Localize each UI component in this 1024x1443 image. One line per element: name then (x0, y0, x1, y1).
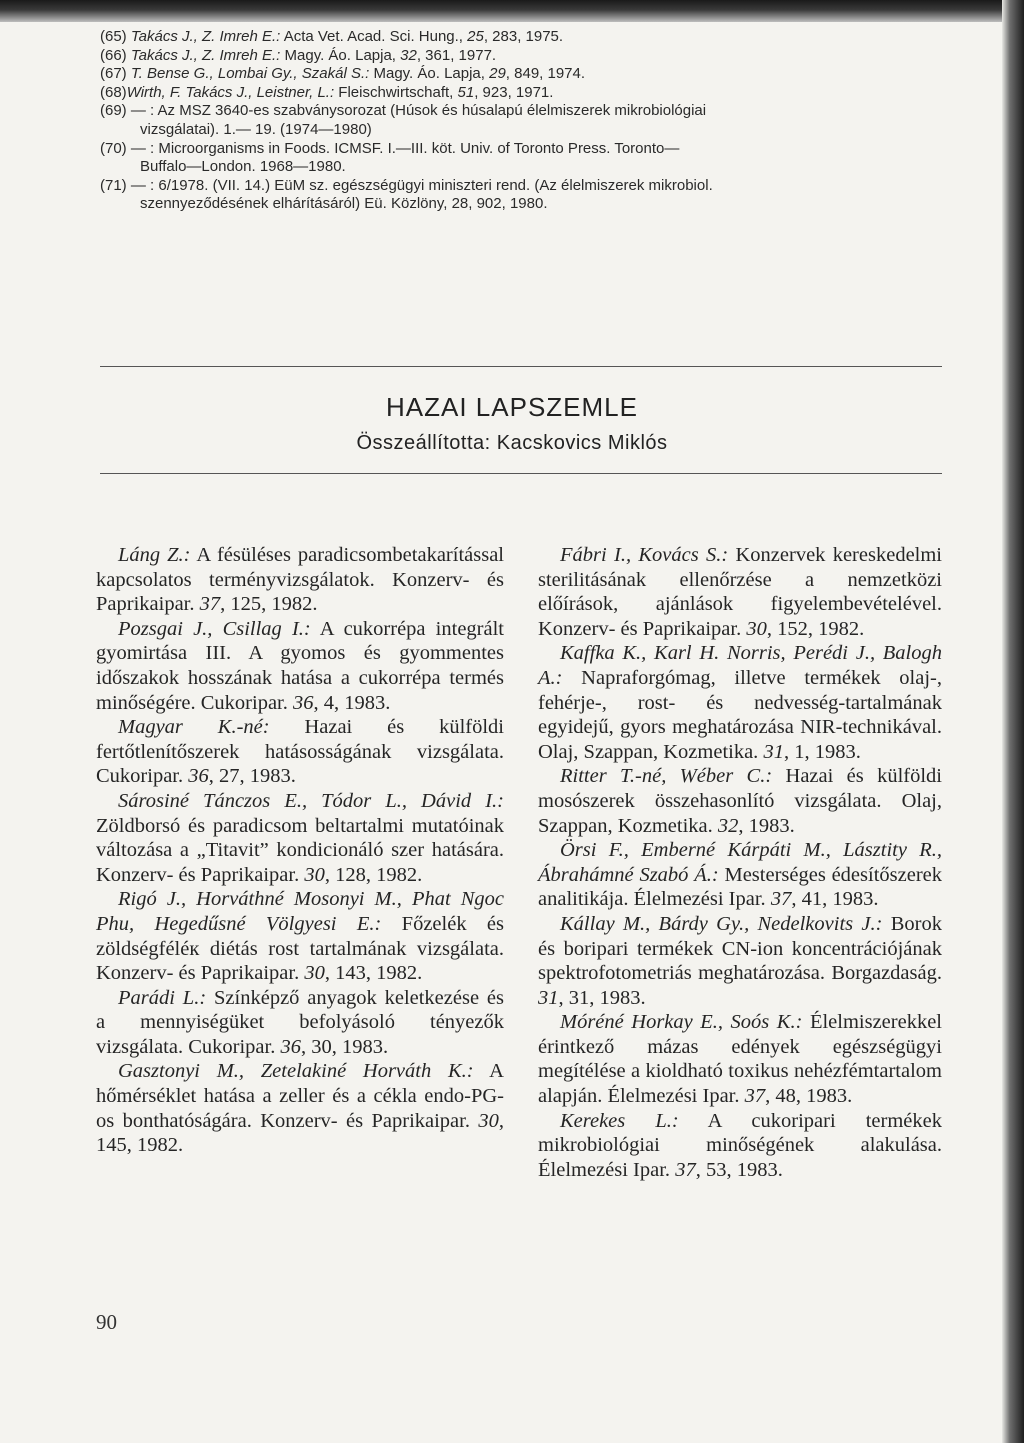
entry-authors: Kerekes L.: (560, 1109, 679, 1132)
entry-volume: 37 (675, 1158, 696, 1181)
reference-item (100, 102, 970, 139)
entry-volume: 30 (746, 617, 767, 640)
reference-pages: , 283, 1975. (483, 28, 564, 45)
entry-text: A cukoripari termékek mikrobiológiai minőségének alakulása. Élelmezési Ipar. (538, 1109, 942, 1181)
reference-number: (65) (100, 28, 127, 45)
reference-source: Magy. Áo. Lapja, (280, 46, 401, 64)
entry-volume: 37 (770, 888, 792, 911)
entry-volume: 31 (763, 740, 784, 763)
reference-continuation: Buffalo—London. 1968—1980. (140, 158, 346, 176)
entry-authors: Örsi F., Emberné Kárpáti M., Lásztity R., Ábrahámné Szabó Á.: (538, 839, 942, 886)
entry-authors: Magyar K.-né: (118, 716, 270, 739)
reference-authors: Takács J., Z. Imreh E.: (130, 28, 281, 45)
entry-pages: , 125, 1982. (220, 593, 318, 616)
entry-authors: Rigó J., Horváthné Mosonyi M., Phat Ngoc Phu, Hegedűsné Völgyesi E.: (96, 888, 504, 935)
entry-volume: 30 (304, 863, 325, 886)
entry-text: A hőmérséklet hatása a zeller és a cékla endo-PG-os bonthatóságára. Konzerv- és Paprikaipar. (96, 1060, 504, 1132)
entry-authors: Sárosiné Tánczos E., Tódor L., Dávid I.: (118, 789, 504, 812)
entry-pages: , 27, 1983. (208, 765, 296, 788)
entry-authors: Parádi L.: (118, 986, 207, 1009)
entry-text: Konzervek kereskedelmi sterilitásának ellenőrzése a nemzetközi előírások, ajánlások figyelembevételével. Konzerv- és Paprikaipar. (538, 544, 942, 640)
abstract-entry (538, 543, 942, 641)
abstract-entry (538, 1010, 942, 1108)
entry-pages: , 143, 1982. (324, 962, 423, 985)
page-number: 90 (96, 1310, 117, 1334)
left-column (96, 543, 504, 1158)
reference-number: (70) (100, 139, 127, 157)
reference-source: — : 6/1978. (VII. 14.) EüM sz. egészségügyi miniszteri rend. (Az élelmiszerek mikrobiol. (126, 176, 713, 194)
abstract-entry (538, 912, 942, 1010)
entry-text: A fésüléses paradicsombetakarítással kapcsolatos terményvizsgálatok. Konzerv- és Paprikaipar. (96, 544, 504, 616)
reference-item (100, 28, 970, 47)
entry-authors: Gasztonyi M., Zetelakiné Horváth K.: (118, 1060, 474, 1083)
entry-text: Borok és boripari termékek CN-ion koncentrációjának spektrofotometriás meghatározása. Borgazdaság. (538, 912, 943, 985)
entry-text: Hazai és külföldi fertőtlenítőszerek hatásosságának vizsgálata. Cukoripar. (96, 716, 504, 788)
reference-source: Fleischwirtschaft, (334, 83, 458, 101)
abstract-entry (538, 838, 942, 912)
reference-volume: 29 (489, 65, 506, 83)
reference-volume: 25 (467, 28, 484, 45)
scan-top-edge (0, 0, 1024, 22)
abstract-entry (538, 641, 942, 764)
reference-authors: Takács J., Z. Imreh E.: (130, 46, 281, 64)
reference-item (100, 47, 970, 66)
entry-pages: , 48, 1983. (765, 1085, 853, 1108)
reference-pages: , 923, 1971. (474, 83, 554, 101)
abstract-entry (96, 887, 504, 985)
reference-item (100, 65, 970, 84)
entry-pages: , 30, 1983. (300, 1035, 389, 1058)
entry-pages: , 53, 1983. (695, 1158, 783, 1181)
reference-source: Acta Vet. Acad. Sci. Hung., (280, 28, 468, 45)
scan-right-edge (1002, 0, 1024, 1443)
entry-volume: 36 (292, 691, 314, 714)
reference-number: (68) (100, 83, 127, 101)
entry-authors: Kállay M., Bárdy Gy., Nedelkovits J.: (560, 912, 883, 935)
entry-volume: 30 (304, 962, 325, 985)
entry-volume: 31 (538, 986, 559, 1009)
entry-authors: Pozsgai J., Csillag I.: (118, 617, 311, 640)
reference-item (100, 84, 970, 103)
entry-text: A cukorrépa integrált gyomirtása III. A gyomos és gyommentes időszakok hosszának hatása a cukorrépa termés minőségére. Cukoripar. (96, 617, 504, 714)
reference-continuation: vizsgálatai). 1.— 19. (1974—1980) (140, 120, 372, 138)
entry-volume: 37 (744, 1085, 766, 1108)
entry-volume: 36 (188, 765, 209, 788)
entry-authors: Ritter T.-né, Wéber C.: (560, 765, 773, 788)
reference-pages: , 849, 1974. (505, 65, 586, 83)
abstract-entry (96, 789, 504, 887)
reference-item (100, 177, 970, 214)
reference-source: — : Az MSZ 3640-es szabványsorozat (Húsok és húsalapú élelmiszerek mikrobiológiai (126, 102, 707, 120)
entry-volume: 30 (478, 1109, 499, 1132)
entry-text: Hazai és külföldi mosószerek összehasonlító vizsgálata. Olaj, Szappan, Kozmetika. (538, 765, 942, 837)
entry-authors: Kaffka K., Karl H. Norris, Perédi J., Balogh A.: (538, 642, 942, 689)
entry-text: Napraforgómag, illetve termékek olaj-, fehérje-, rost- és nedvesség-tartalmának egyidejű, gyors meghatározása NIR-technikával. Olaj, Szappan, Kozmetika. (538, 666, 942, 763)
abstract-entry (538, 764, 942, 838)
section-rule-top (100, 366, 942, 367)
reference-pages: , 361, 1977. (416, 46, 497, 64)
section-rule-bottom (100, 473, 942, 474)
entry-pages: , 41, 1983. (791, 888, 879, 911)
entry-authors: Móréné Horkay E., Soós K.: (560, 1011, 803, 1034)
entry-volume: 37 (199, 593, 221, 616)
reference-continuation: szennyeződésének elhárításáról) Eü. Közlöny, 28, 902, 1980. (140, 195, 548, 213)
section-subtitle: Összeállította: Kacskovics Miklós (356, 432, 668, 454)
abstract-entry (96, 1059, 504, 1157)
entry-volume: 36 (280, 1035, 301, 1058)
reference-number: (69) (100, 102, 127, 120)
entry-pages: , 145, 1982. (96, 1109, 504, 1157)
reference-authors: T. Bense G., Lombai Gy., Szakál S.: (130, 65, 370, 83)
reference-source: Magy. Áo. Lapja, (369, 65, 490, 83)
entry-authors: Láng Z.: (118, 544, 191, 566)
abstract-entry (96, 617, 504, 715)
abstract-entry (96, 543, 504, 617)
abstract-entry (96, 715, 504, 789)
reference-list (100, 28, 970, 214)
reference-volume: 32 (400, 46, 417, 64)
reference-number: (71) (100, 176, 127, 194)
reference-source: — : Microorganisms in Foods. ICMSF. I.—III. köt. Univ. of Toronto Press. Toronto— (126, 139, 680, 157)
entry-authors: Fábri I., Kovács S.: (560, 544, 729, 566)
entry-volume: 32 (717, 814, 739, 837)
entry-text: Mesterséges édesítőszerek analitikája. Élelmezési Ipar. (538, 863, 943, 911)
entry-pages: , 1983. (738, 814, 795, 837)
entry-pages: , 1, 1983. (783, 740, 861, 763)
entry-pages: , 128, 1982. (324, 863, 423, 886)
abstract-entry (96, 986, 504, 1060)
entry-text: Zöldborsó és paradicsom beltartalmi mutatóinak változása a „Titavit” kondicionáló szer hatására. Konzerv- és Paprikaipar. (96, 814, 504, 886)
reference-item (100, 140, 970, 177)
entry-text: Színképző anyagok keletkezése és a mennyiségüket befolyásoló tényezők vizsgálata. Cukoripar. (96, 986, 504, 1058)
entry-text: Élelmiszerekkel érintkező mázas edények egészségügyi megítélése a kioldható toxikus nehézfémtartalom alapján. Élelmezési Ipar. (538, 1011, 942, 1108)
right-column (538, 543, 942, 1182)
entry-pages: , 152, 1982. (766, 617, 865, 640)
entry-text: Főzelék és zöldségféléк diétás rost tartalmának vizsgálata. Konzerv- és Paprikaipar. (96, 912, 504, 985)
reference-volume: 51 (457, 83, 475, 101)
reference-authors: Wirth, F. Takács J., Leistner, L.: (126, 83, 335, 101)
reference-number: (66) (100, 46, 127, 64)
abstract-entry (538, 1109, 942, 1183)
section-title: HAZAI LAPSZEMLE (386, 392, 638, 422)
entry-pages: , 31, 1983. (558, 986, 646, 1009)
entry-pages: , 4, 1983. (313, 691, 391, 714)
reference-number: (67) (100, 65, 127, 83)
